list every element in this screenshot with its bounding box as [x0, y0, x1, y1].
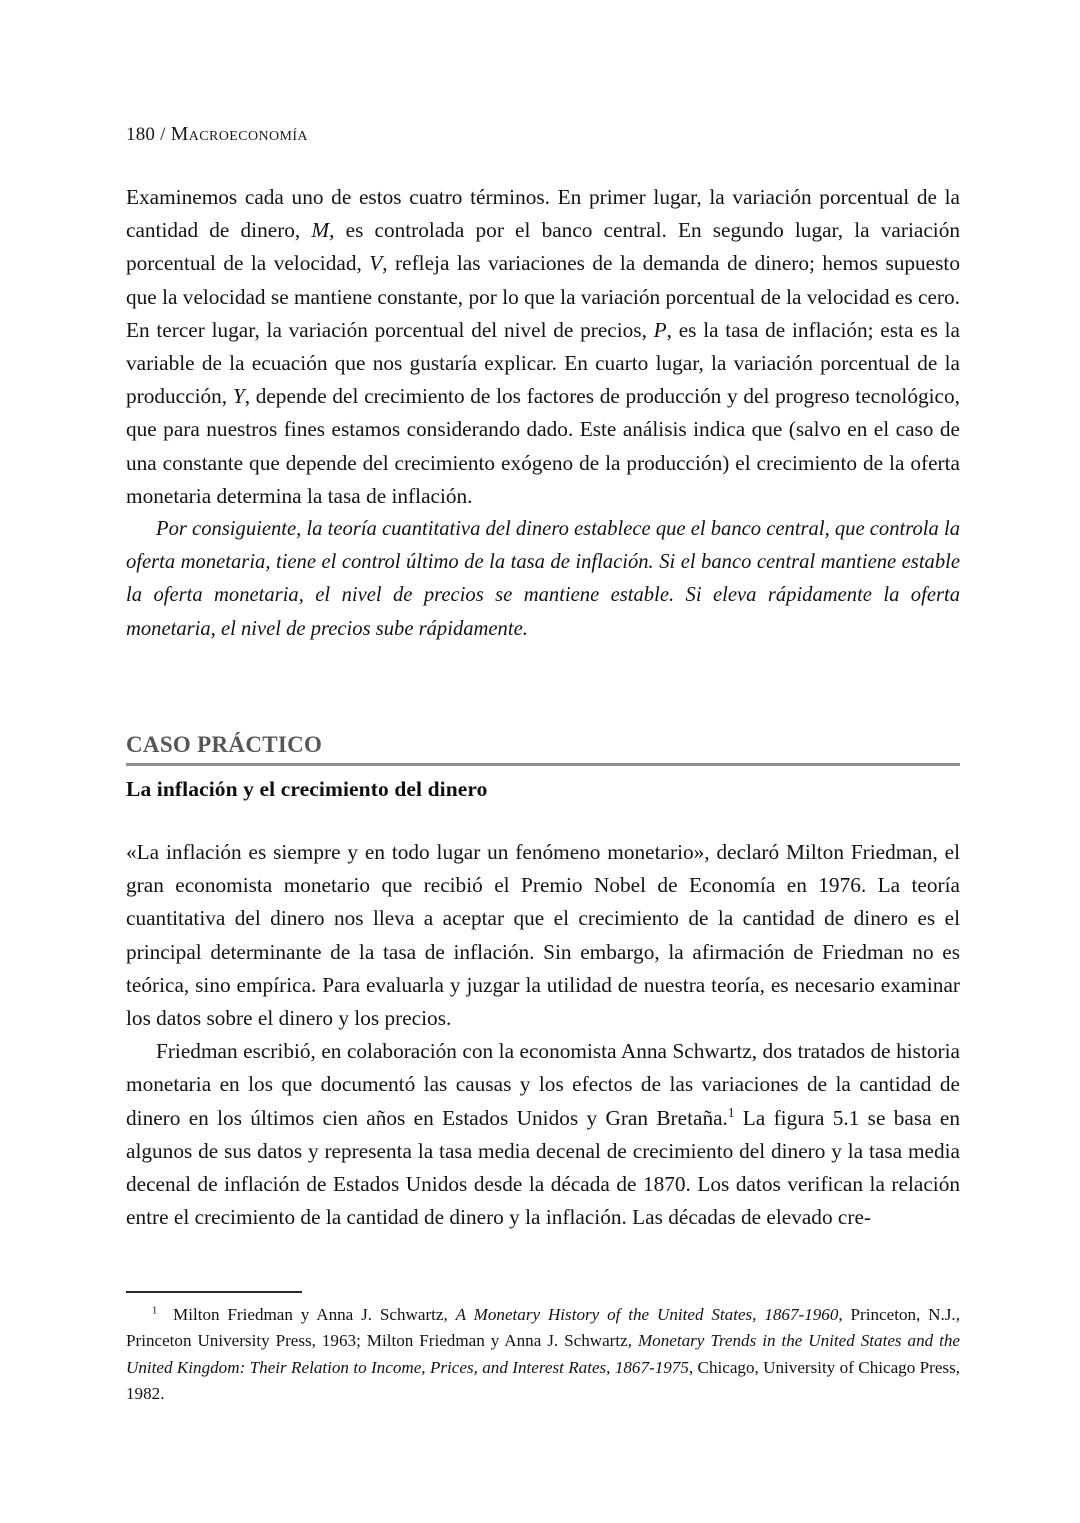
footnote-book-title-2: Monetary Trends in the United States and the United Kingdom: Their Relation to Income, Prices, and Interest Rates, 1867-1975	[126, 1331, 960, 1377]
page-content-area	[126, 0, 960, 1523]
para1-part3: , refleja las variaciones de la demanda de dinero; hemos supuesto que la velocidad se mantiene constante, por lo que la variación porcentual de la velocidad es cero. En tercer lugar, la variación porcentual del nivel de precios,	[126, 251, 960, 342]
paragraph-quantity-theory-terms	[126, 181, 960, 513]
case-para2-part1: Friedman escribió, en colaboración con la economista Anna Schwartz, dos tratados de historia monetaria en los que documentó las causas y los efectos de las variaciones de la cantidad de dinero en los últimos cien años en Estados Unidos y Gran Bretaña.	[126, 1039, 960, 1130]
footnote-block	[126, 1291, 960, 1408]
footnote-number: 1	[152, 1305, 158, 1317]
variable-m: M	[311, 218, 330, 243]
case-study-body	[126, 836, 960, 1234]
case-study-heading-group	[126, 731, 960, 803]
case-study-divider	[126, 763, 960, 766]
footnote-part2: , Princeton, N.J., Princeton University Press, 1963; Milton Friedman y Anna J. Schwartz,	[126, 1305, 960, 1351]
footnote-reference-marker[interactable]: 1	[727, 1104, 735, 1120]
running-head-title: Macroeconomía	[170, 123, 308, 145]
footnote-entry	[126, 1302, 960, 1408]
footnote-separator-rule	[126, 1291, 302, 1293]
case-study-kicker: CASO PRÁCTICO	[126, 732, 323, 757]
running-head-separator: /	[160, 124, 166, 145]
running-head	[126, 123, 308, 146]
para1-part1: Examinemos cada uno de estos cuatro términos. En primer lugar, la variación porcentual de la cantidad de dinero,	[126, 185, 960, 243]
para1-part2: , es controlada por el banco central. En segundo lugar, la variación porcentual de la velocidad,	[126, 218, 960, 276]
case-paragraph-monetary-history	[126, 1035, 960, 1234]
case-study-title: La inflación y el crecimiento del dinero	[126, 777, 488, 801]
footnote-part3: , Chicago, University of Chicago Press, 1982.	[126, 1357, 960, 1404]
footnote-part1: Milton Friedman y Anna J. Schwartz,	[173, 1305, 456, 1324]
variable-y: Y	[232, 384, 245, 409]
para1-part5: , depende del crecimiento de los factores de producción y del progreso tecnológico, que para nuestros fines estamos considerando dado. Este análisis indica que (salvo en el caso de una constante que depende del crecimiento exógeno de la producción) el crecimiento de la oferta monetaria determina la tasa de inflación.	[126, 384, 960, 508]
variable-v: V	[369, 251, 383, 276]
body-text-block	[126, 181, 960, 646]
case-paragraph-friedman-quote: «La inflación es siempre y en todo lugar un fenómeno monetario», declaró Milton Friedman, el gran economista monetario que recibió el Premio Nobel de Economía en 1976. La teoría cuantitativa del dinero nos lleva a aceptar que el crecimiento de la cantidad de dinero es el principal determinante de la tasa de inflación. Sin embargo, la afirmación de Friedman no es teórica, sino empírica. Para evaluarla y juzgar la utilidad de nuestra teoría, es necesario examinar los datos sobre el dinero y los precios.	[126, 840, 960, 1031]
footnote-book-title-1: A Monetary History of the United States, 1867-1960	[455, 1305, 839, 1324]
variable-p: P	[653, 317, 667, 342]
page-number: 180	[126, 124, 156, 145]
para1-part4: , es la tasa de inflación; esta es la variable de la ecuación que nos gustaría explicar. En cuarto lugar, la variación porcentual de la producción,	[126, 317, 960, 409]
case-para2-part2: La figura 5.1 se basa en algunos de sus datos y representa la tasa media decenal de crecimiento del dinero y la tasa media decenal de inflación de Estados Unidos desde la década de 1870. Los datos verifican la relación entre el crecimiento de la cantidad de dinero y la inflación. Las décadas de elevado cre-	[126, 1105, 960, 1230]
paragraph-conclusion-italic: Por consiguiente, la teoría cuantitativa del dinero establece que el banco central, que controla la oferta monetaria, tiene el control último de la tasa de inflación. Si el banco central mantiene estable la oferta monetaria, el nivel de precios se mantiene estable. Si eleva rápidamente la oferta monetaria, el nivel de precios sube rápidamente.	[126, 518, 960, 640]
